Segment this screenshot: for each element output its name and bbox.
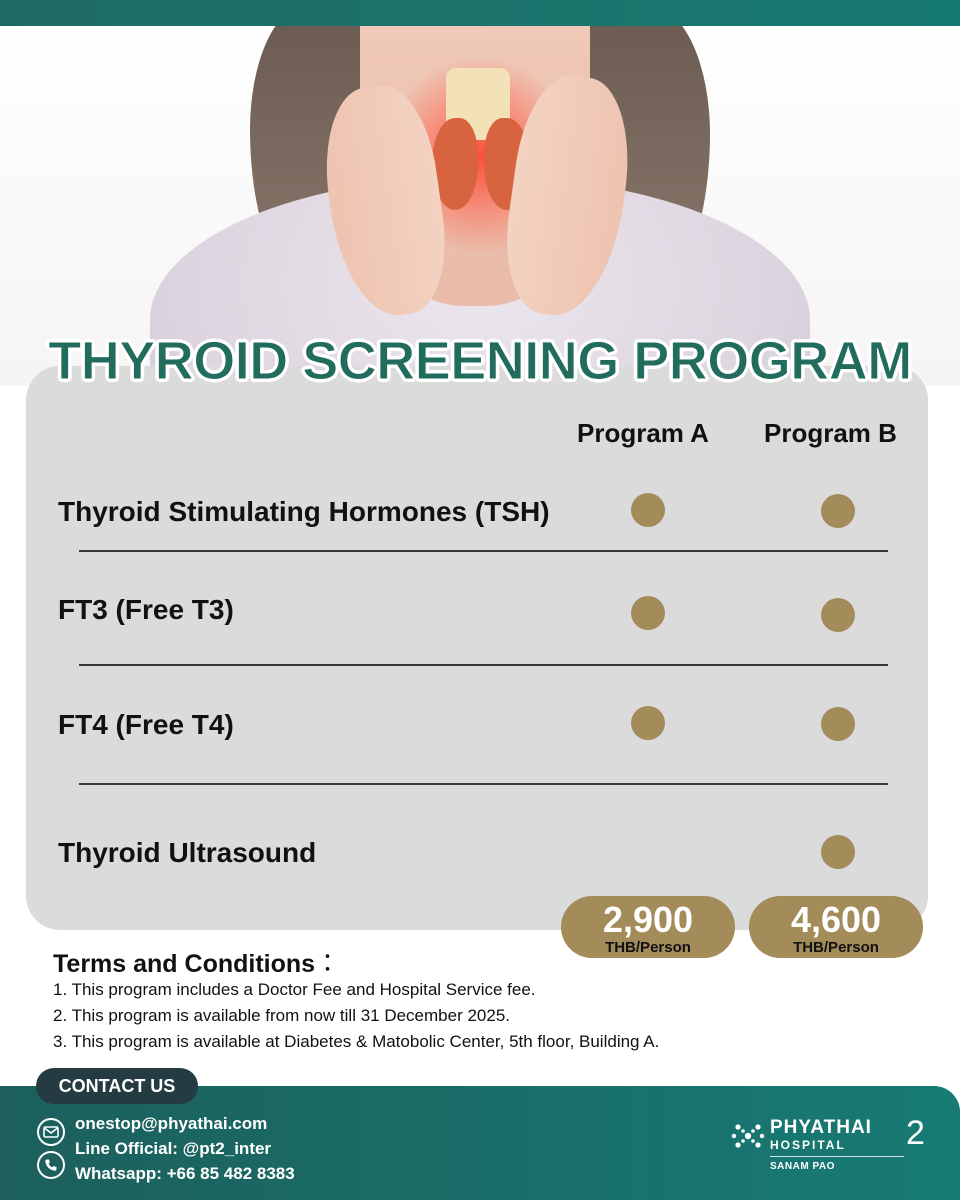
logo-name: PHYATHAI <box>770 1117 872 1138</box>
logo-number: 2 <box>906 1114 925 1152</box>
check-dot-tsh-b <box>821 494 855 528</box>
price-amount-a: 2,900 <box>602 899 694 940</box>
check-dot-ultrasound-b <box>821 835 855 869</box>
logo-subtitle: HOSPITAL <box>770 1138 846 1152</box>
price-badge-program-a <box>561 896 735 958</box>
phyathai-logo-icon <box>730 1118 766 1154</box>
check-dot-ft4-b <box>821 707 855 741</box>
check-dot-ft3-b <box>821 598 855 632</box>
row-label-tsh: Thyroid Stimulating Hormones (TSH) <box>58 496 550 527</box>
page-title: THYROID SCREENING PROGRAM <box>48 331 912 391</box>
terms-title: Terms and Conditions︰ <box>53 950 341 978</box>
check-dot-ft3-a <box>631 596 665 630</box>
check-dot-tsh-a <box>631 493 665 527</box>
price-unit-b: THB/Person <box>793 939 879 956</box>
price-amount-b: 4,600 <box>790 899 882 940</box>
row-divider <box>79 550 888 552</box>
contact-email[interactable]: onestop@phyathai.com <box>75 1114 268 1133</box>
price-unit-a: THB/Person <box>605 939 691 956</box>
mail-icon <box>37 1118 65 1146</box>
contact-us-badge: CONTACT US <box>36 1068 198 1104</box>
row-label-ultrasound: Thyroid Ultrasound <box>58 837 317 868</box>
row-label-ft3: FT3 (Free T3) <box>58 594 234 625</box>
row-divider <box>79 783 888 785</box>
check-dot-ft4-a <box>631 706 665 740</box>
logo-location: SANAM PAO <box>770 1161 835 1172</box>
terms-item: 3. This program is available at Diabetes & Matobolic Center, 5th floor, Building A. <box>53 1032 660 1051</box>
terms-item: 2. This program is available from now till 31 December 2025. <box>53 1006 511 1025</box>
column-program-a: Program A <box>577 418 709 448</box>
price-badge-program-b <box>749 896 923 958</box>
contact-whatsapp[interactable]: Whatsapp: +66 85 482 8383 <box>75 1164 295 1183</box>
row-label-ft4: FT4 (Free T4) <box>58 709 234 740</box>
phone-icon <box>37 1151 65 1179</box>
column-program-b: Program B <box>764 418 897 448</box>
terms-item: 1. This program includes a Doctor Fee and Hospital Service fee. <box>53 980 536 999</box>
row-divider <box>79 664 888 666</box>
top-bar <box>0 0 960 26</box>
contact-line-official[interactable]: Line Official: @pt2_inter <box>75 1139 272 1158</box>
logo-rule <box>770 1156 904 1157</box>
